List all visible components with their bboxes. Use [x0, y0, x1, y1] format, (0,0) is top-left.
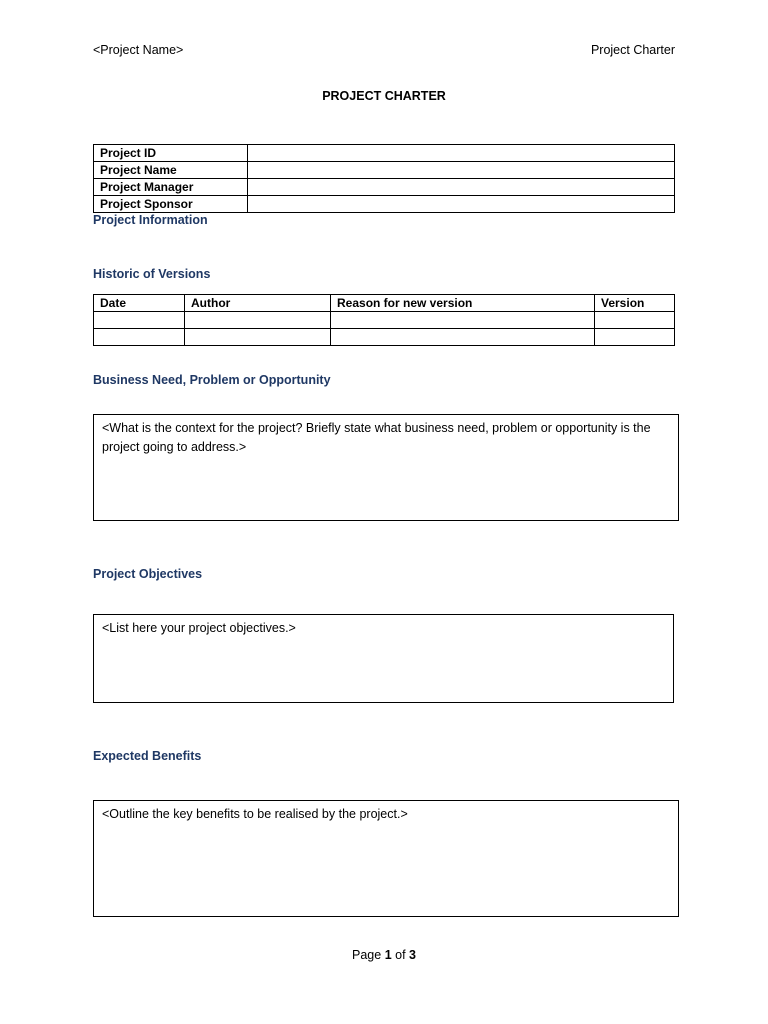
- page-current: 1: [384, 948, 392, 962]
- col-header-author: Author: [185, 295, 331, 312]
- page-of: of: [391, 948, 410, 962]
- cell-author[interactable]: [185, 329, 331, 346]
- table-row: [94, 312, 675, 329]
- info-label-project-sponsor: Project Sponsor: [94, 196, 248, 213]
- heading-historic-versions: Historic of Versions: [93, 267, 211, 281]
- header-doc-type: Project Charter: [590, 43, 675, 57]
- heading-expected-benefits: Expected Benefits: [93, 749, 202, 763]
- heading-project-information: Project Information: [93, 213, 208, 227]
- col-header-date: Date: [94, 295, 185, 312]
- cell-version[interactable]: [595, 329, 675, 346]
- heading-project-objectives: Project Objectives: [93, 567, 203, 581]
- col-header-version: Version: [595, 295, 675, 312]
- info-value-project-name[interactable]: [248, 162, 675, 179]
- page-title: PROJECT CHARTER: [322, 89, 446, 103]
- table-row: [94, 162, 675, 179]
- project-info-table: [93, 144, 675, 213]
- table-row: [94, 196, 675, 213]
- col-header-reason: Reason for new version: [331, 295, 595, 312]
- cell-reason[interactable]: [331, 329, 595, 346]
- objectives-box[interactable]: <List here your project objectives.>: [93, 614, 674, 703]
- header-project-name: <Project Name>: [93, 43, 184, 57]
- cell-date[interactable]: [94, 329, 185, 346]
- info-label-project-manager: Project Manager: [94, 179, 248, 196]
- cell-author[interactable]: [185, 312, 331, 329]
- table-header-row: [94, 295, 675, 312]
- table-row: [94, 145, 675, 162]
- business-need-box[interactable]: <What is the context for the project? Briefly state what business need, problem or opportunity is the project going to address.>: [93, 414, 679, 521]
- page-label: Page: [352, 948, 385, 962]
- info-label-project-name: Project Name: [94, 162, 248, 179]
- table-row: [94, 179, 675, 196]
- versions-table: [93, 294, 675, 346]
- heading-business-need: Business Need, Problem or Opportunity: [93, 373, 331, 387]
- info-value-project-id[interactable]: [248, 145, 675, 162]
- benefits-box[interactable]: <Outline the key benefits to be realised by the project.>: [93, 800, 679, 917]
- info-label-project-id: Project ID: [94, 145, 248, 162]
- page-number: [0, 948, 768, 962]
- info-value-project-sponsor[interactable]: [248, 196, 675, 213]
- cell-date[interactable]: [94, 312, 185, 329]
- cell-version[interactable]: [595, 312, 675, 329]
- cell-reason[interactable]: [331, 312, 595, 329]
- page-total: 3: [409, 948, 416, 962]
- info-value-project-manager[interactable]: [248, 179, 675, 196]
- table-row: [94, 329, 675, 346]
